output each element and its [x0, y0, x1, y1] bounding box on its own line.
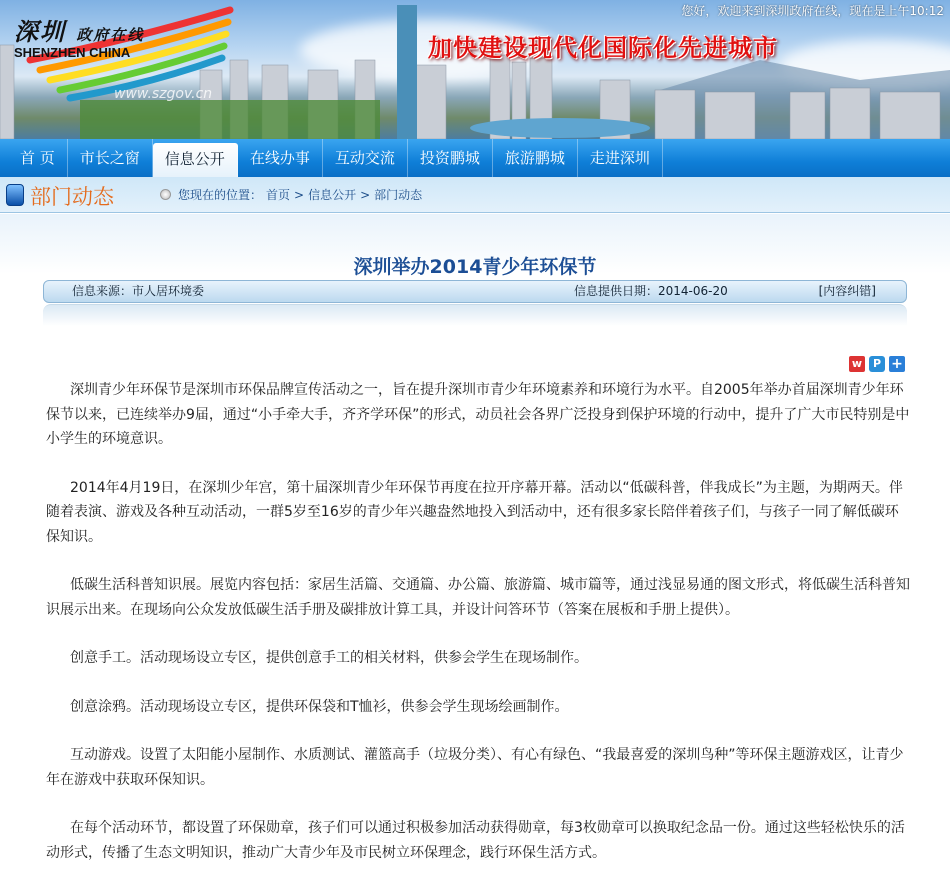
section-icon	[6, 184, 24, 206]
paragraph: 创意涂鸦。活动现场设立专区，提供环保袋和T恤衫，供参会学生现场绘画制作。	[70, 698, 569, 715]
breadcrumb-info-public[interactable]: 信息公开	[308, 188, 357, 202]
section-bar	[0, 177, 950, 213]
plus-share-icon[interactable]: +	[889, 356, 905, 372]
share-buttons	[849, 356, 905, 372]
article-title: 深圳举办2014青少年环保节	[353, 256, 597, 278]
slogan: 加快建设现代化国际化先进城市	[428, 34, 778, 62]
site-logo[interactable]: 深圳 政府在线 SHENZHEN CHINA www.szgov.cn	[14, 17, 213, 102]
article-body	[46, 378, 912, 889]
paragraph: 2014年4月19日，在深圳少年宫，第十届深圳青少年环保节再度在拉开序幕开幕。活动以“低碳科普，伴我成长”为主题，为期两天。伴随着表演、游戏及各种互动活动，一群5岁至16岁的青少年兴趣盎然地投入到活动中，还有很多家长陪伴着孩子们，与孩子一同了解低碳环保知识。	[46, 479, 903, 545]
main-nav	[0, 139, 950, 177]
paragraph: 互动游戏。设置了太阳能小屋制作、水质测试、灌篮高手（垃圾分类）、有心有绿色、“我最喜爱的深圳鸟种”等环保主题游戏区，让青少年在游戏中获取环保知识。	[46, 747, 904, 788]
breadcrumb: 您现在的位置： 首页 > 信息公开 > 部门动态	[178, 188, 423, 202]
nav-item-interaction[interactable]: 互动交流	[323, 139, 408, 177]
weibo-icon[interactable]: w	[849, 356, 865, 372]
header-banner	[0, 0, 950, 139]
breadcrumb-home[interactable]: 首页	[266, 188, 291, 202]
nav-item-tourism[interactable]: 旅游鹏城	[493, 139, 578, 177]
nav-item-about[interactable]: 走进深圳	[578, 139, 663, 177]
paragraph: 在每个活动环节，都设置了环保勋章，孩子们可以通过积极参加活动获得勋章，每3枚勋章可以换取纪念品一份。通过这些轻松快乐的活动形式，传播了生态文明知识，推动广大青少年及市民树立环保理念，践行环保生活方式。	[46, 820, 905, 861]
article-date: 信息提供日期：2014-06-20	[574, 284, 728, 298]
breadcrumb-current[interactable]: 部门动态	[374, 188, 423, 202]
nav-item-info-public[interactable]: 信息公开	[153, 143, 238, 177]
article-source: 信息来源：市人居环境委	[72, 284, 205, 298]
paragraph: 创意手工。活动现场设立专区，提供创意手工的相关材料，供参会学生在现场制作。	[70, 650, 588, 666]
paragraph: 深圳青少年环保节是深圳市环保品牌宣传活动之一，旨在提升深圳市青少年环境素养和环境行为水平。自2005年举办首届深圳青少年环保节以来，已连续举办9届，通过“小手牵大手，齐齐学环保”的形式，动员社会各界广泛投身到保护环境的行动中，提升了广大市民特别是中小学生的环境意识。	[46, 382, 910, 447]
nav-item-invest[interactable]: 投资鹏城	[408, 139, 493, 177]
p-share-icon[interactable]: P	[869, 356, 885, 372]
welcome-text: 您好，欢迎来到深圳政府在线，现在是上午10:12	[681, 4, 944, 18]
section-title: 部门动态	[30, 185, 114, 209]
nav-item-mayor[interactable]: 市长之窗	[68, 139, 153, 177]
nav-item-online-service[interactable]: 在线办事	[238, 139, 323, 177]
content-error-link[interactable]: [内容纠错]	[818, 284, 876, 298]
nav-item-home[interactable]: 首 页	[8, 139, 68, 177]
paragraph: 低碳生活科普知识展。展览内容包括：家居生活篇、交通篇、办公篇、旅游篇、城市篇等，通过浅显易通的图文形式，将低碳生活科普知识展示出来。在现场向公众发放低碳生活手册及碳排放计算工具，并设计问答环节（答案在展板和手册上提供）。	[46, 577, 910, 618]
location-dot-icon	[160, 189, 171, 200]
article-info-bar	[43, 280, 907, 303]
